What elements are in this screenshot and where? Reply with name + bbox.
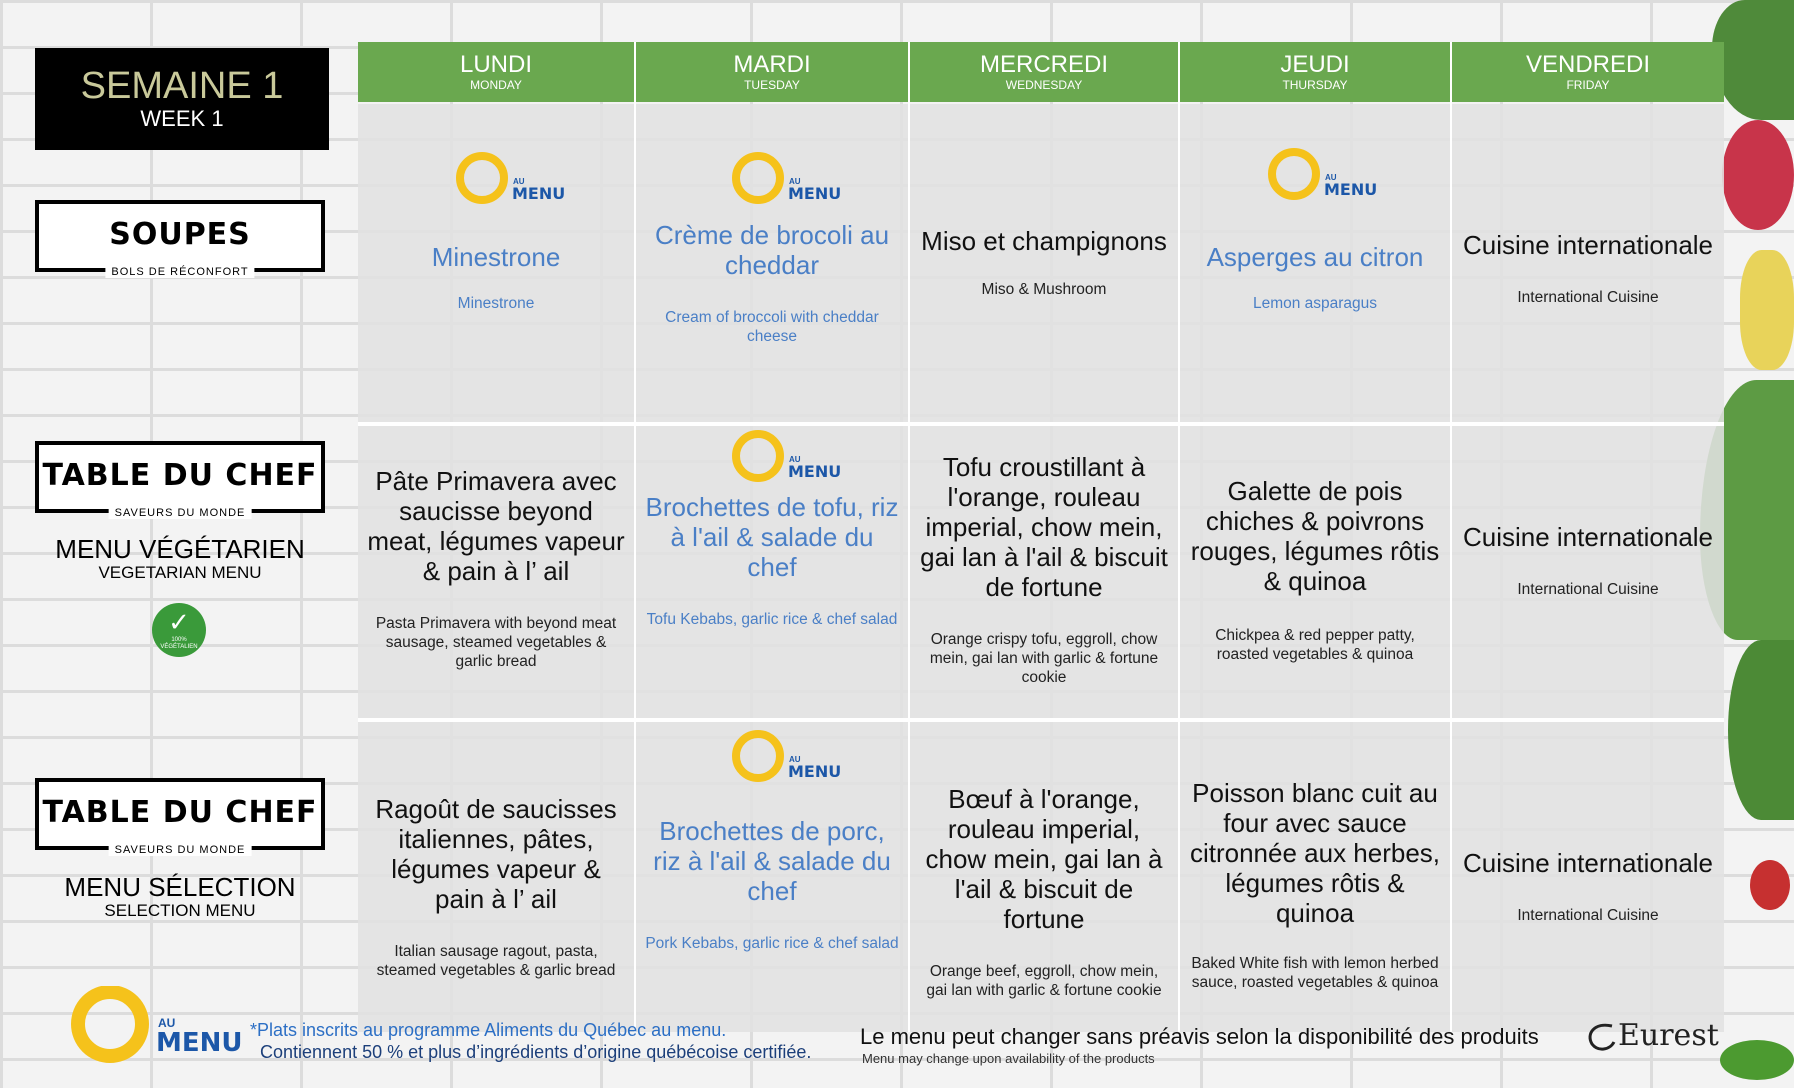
dish-name-fr: Poisson blanc cuit au four avec sauce citronnée aux herbes, légumes rôtis & quinoa [1189, 778, 1441, 928]
day-name-en: WEDNESDAY [1005, 78, 1083, 92]
dish-name-en: Tofu Kebabs, garlic rice & chef salad [646, 611, 898, 628]
dish-name-fr: Ragoût de saucisses italiennes, pâtes, légumes vapeur & pain à l’ ail [375, 794, 617, 914]
day-header-thursday [1180, 42, 1450, 102]
footnote-program: *Plats inscrits au programme Aliments du Québec au menu. [250, 1020, 727, 1040]
eurest-wordmark: Eurest [1618, 1018, 1719, 1053]
logo-menu: MENU [788, 462, 842, 481]
column-divider [634, 42, 636, 1032]
menu-change-notice-en: Menu may change upon availability of the products [862, 1051, 1155, 1066]
day-name-fr: VENDREDI [1525, 51, 1651, 78]
soup-cell-thursday [1180, 104, 1450, 422]
dish-name-en: International Cuisine [1517, 289, 1659, 306]
dish-name-fr: Minestrone [431, 242, 561, 272]
day-header-friday [1452, 42, 1724, 102]
soupes-subtitle: BOLS DE RÉCONFORT [105, 266, 254, 278]
days-header [358, 42, 1724, 102]
dish-name-en: Chickpea & red pepper patty, roasted vegetables & quinoa [1215, 627, 1415, 663]
dish-name-en: Orange beef, eggroll, chow mein, gai lan with garlic & fortune cookie [926, 963, 1162, 999]
logo-au: AU [789, 177, 801, 186]
column-divider [1178, 42, 1180, 1032]
aq-ring-icon [456, 152, 512, 204]
dish-name-fr: Tofu croustillant à l'orange, rouleau imperial, chow mein, gai lan à l'ail & biscuit de fortune [920, 452, 1168, 602]
selection-cell-tuesday [636, 722, 908, 1032]
logo-menu: MENU [156, 1028, 243, 1058]
selection-cell-thursday [1180, 722, 1450, 1032]
day-name-en: TUESDAY [744, 78, 800, 92]
footnote-ingredients: Contiennent 50 % et plus d’ingrédients d’origine québécoise certifiée. [260, 1042, 812, 1062]
vegetarian-cell-wednesday [910, 426, 1178, 718]
eurest-logo [1584, 1018, 1719, 1053]
dish-name-en: International Cuisine [1517, 907, 1659, 924]
dish-name-en: Italian sausage ragout, pasta, steamed vegetables & garlic bread [376, 943, 616, 979]
selection-cell-wednesday [910, 722, 1178, 1032]
vegetarian-menu-fr: MENU VÉGÉTARIEN [55, 534, 305, 564]
soup-cell-monday [358, 104, 634, 422]
logo-menu: MENU [788, 184, 842, 203]
selection-menu-type [35, 873, 325, 921]
dish-name-en: Pasta Primavera with beyond meat sausage, steamed vegetables & garlic bread [375, 615, 617, 670]
day-header-wednesday [910, 42, 1178, 102]
vegan-badge-text: 100% VÉGÉTALIEN [160, 637, 198, 650]
dish-name-en: Pork Kebabs, garlic rice & chef salad [645, 935, 899, 952]
dish-name-fr: Brochettes de tofu, riz à l'ail & salade du chef [645, 492, 899, 582]
footer-aliments-du-quebec-logo [68, 986, 243, 1064]
vegetarian-menu-type [35, 535, 325, 583]
aliments-du-quebec-logo [732, 730, 842, 784]
dish-name-fr: Miso et champignons [921, 226, 1167, 256]
vegetarian-cell-tuesday [636, 426, 908, 718]
dish-name-fr: Brochettes de porc, riz à l'ail & salade du chef [653, 816, 891, 906]
day-name-fr: MARDI [733, 51, 811, 78]
aq-ring-icon [68, 986, 158, 1064]
dish-name-en: Baked White fish with lemon herbed sauce, roasted vegetables & quinoa [1191, 955, 1439, 991]
selection-menu-en: SELECTION MENU [104, 901, 256, 920]
dish-name-en: Orange crispy tofu, eggroll, chow mein, gai lan with garlic & fortune cookie [929, 631, 1159, 686]
day-header-monday [358, 42, 634, 102]
vegetarian-cell-thursday [1180, 426, 1450, 718]
vegetarian-subtitle: SAVEURS DU MONDE [109, 507, 252, 519]
selection-subtitle: SAVEURS DU MONDE [109, 844, 252, 856]
dish-name-fr: Asperges au citron [1206, 242, 1424, 272]
aliments-du-quebec-logo [1268, 148, 1378, 202]
logo-au: AU [513, 177, 525, 186]
selection-label [35, 778, 325, 856]
soup-cell-friday [1452, 104, 1724, 422]
dish-name-fr: Pâte Primavera avec saucisse beyond meat, légumes vapeur & pain à l’ ail [367, 466, 625, 586]
soup-cell-wednesday [910, 104, 1178, 422]
aq-ring-icon [732, 152, 788, 204]
soup-cell-tuesday [636, 104, 908, 422]
dish-name-en: Minestrone [457, 295, 535, 312]
vegan-badge [152, 603, 206, 657]
aq-ring-icon [732, 430, 788, 482]
logo-menu: MENU [512, 184, 566, 203]
vegetarian-cell-monday [358, 426, 634, 718]
dish-name-fr: Crème de brocoli au cheddar [654, 220, 890, 280]
vegetarian-cell-friday [1452, 426, 1724, 718]
selection-menu-fr: MENU SÉLECTION [64, 872, 296, 902]
logo-au: AU [789, 755, 801, 764]
soupes-label [35, 200, 325, 278]
day-name-en: FRIDAY [1566, 78, 1610, 92]
dish-name-en: International Cuisine [1517, 581, 1659, 598]
aq-ring-icon [1268, 148, 1324, 200]
dish-name-en: Lemon asparagus [1252, 295, 1378, 312]
row-divider [358, 422, 1724, 426]
day-name-fr: JEUDI [1280, 51, 1350, 78]
dish-name-en: Miso & Mushroom [981, 281, 1107, 298]
checkmark-icon: ✓ [168, 607, 190, 637]
logo-au: AU [1325, 173, 1337, 182]
aliments-du-quebec-logo [456, 152, 566, 206]
day-name-fr: MERCREDI [979, 51, 1108, 78]
logo-menu: MENU [788, 762, 842, 781]
column-divider [1450, 42, 1452, 1032]
eurest-swirl-icon [1584, 1020, 1618, 1054]
day-name-en: THURSDAY [1282, 78, 1348, 92]
dish-name-fr: Cuisine internationale [1462, 522, 1714, 552]
selection-title: TABLE DU CHEF [42, 795, 318, 830]
row-divider [358, 718, 1724, 722]
dish-name-fr: Galette de pois chiches & poivrons rouges, légumes rôtis & quinoa [1190, 476, 1440, 596]
dish-name-en: Cream of broccoli with cheddar cheese [665, 309, 879, 345]
logo-au: AU [789, 455, 801, 464]
soupes-title: SOUPES [109, 217, 251, 252]
logo-menu: MENU [1324, 180, 1378, 199]
selection-cell-friday [1452, 722, 1724, 1032]
dish-name-fr: Cuisine internationale [1462, 230, 1714, 260]
aliments-du-quebec-logo [732, 430, 842, 484]
selection-cell-monday [358, 722, 634, 1032]
dish-name-fr: Bœuf à l'orange, rouleau imperial, chow mein, gai lan à l'ail & biscuit de fortune [925, 784, 1163, 934]
aq-ring-icon [732, 730, 788, 782]
aliments-du-quebec-logo [732, 152, 842, 206]
dish-name-fr: Cuisine internationale [1462, 848, 1714, 878]
day-name-en: MONDAY [470, 78, 522, 92]
vegetarian-label [35, 441, 325, 519]
column-divider [908, 42, 910, 1032]
vegetarian-title: TABLE DU CHEF [42, 458, 318, 493]
week-title-fr: SEMAINE 1 [80, 65, 284, 107]
day-name-fr: LUNDI [459, 51, 532, 78]
week-title-en: WEEK 1 [140, 106, 224, 131]
menu-change-notice-fr: Le menu peut changer sans préavis selon la disponibilité des produits [860, 1024, 1539, 1049]
week-label [35, 48, 329, 150]
vegetarian-menu-en: VEGETARIAN MENU [98, 563, 262, 582]
day-header-tuesday [636, 42, 908, 102]
logo-au: AU [158, 1016, 176, 1030]
